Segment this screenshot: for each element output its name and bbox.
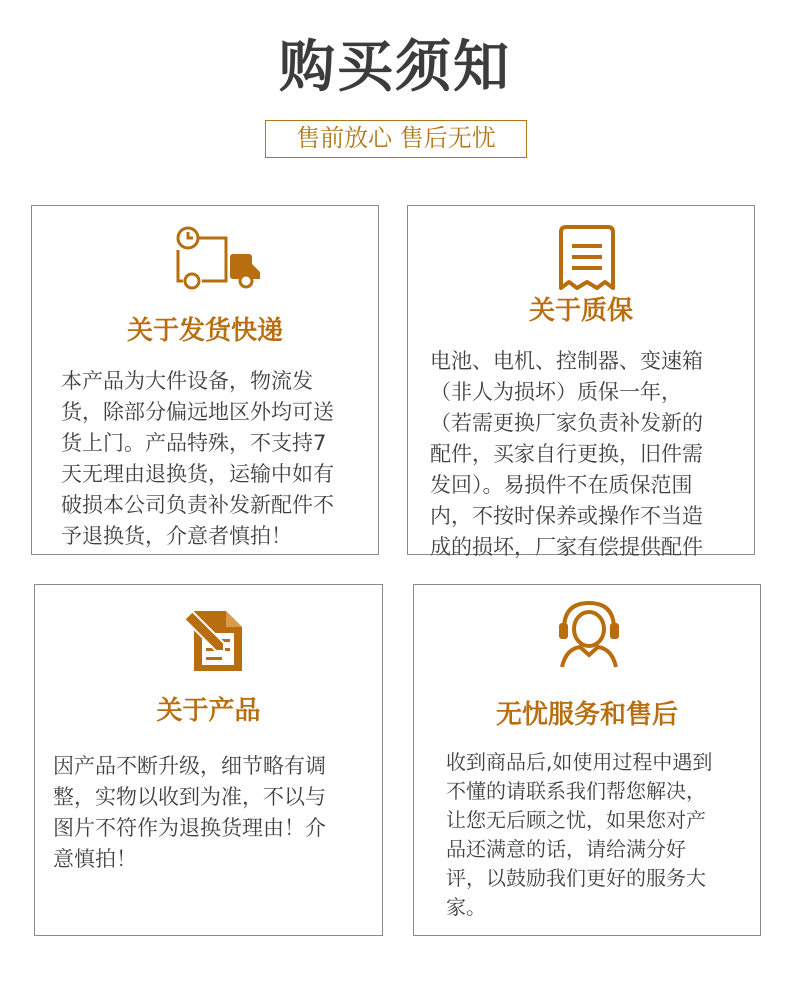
card-shipping [31, 205, 379, 555]
card-title: 关于发货快递 [126, 316, 283, 346]
card-title: 关于质保 [528, 296, 633, 326]
card-body: 电池、电机、控制器、变速箱 （非人为损坏）质保一年， （若需更换厂家负责补发新的 配件，买家自行更换，旧件需 发回）。易损件不在质保范围 内，不按时保养或操作不当造 成的损坏，厂家有偿提供配件 [430, 349, 703, 559]
card-product [34, 584, 383, 936]
card-warranty [407, 205, 755, 559]
card-title: 无忧服务和售后 [495, 700, 678, 730]
card-body: 本产品为大件设备，物流发 货，除部分偏远地区外均可送 货上门。产品特殊，不支持7 天无理由退换货，运输中如有 破损本公司负责补发新配件不 予退换货，介意者慎拍！ [61, 369, 334, 548]
page-title: 购买须知 [279, 35, 511, 100]
card-body: 因产品不断升级，细节略有调 整，实物以收到为准，不以与 图片不符作为退换货理由！介 意慎拍！ [53, 754, 326, 871]
page-subtitle: 售前放心 售后无忧 [265, 120, 527, 158]
headset-support-icon [554, 595, 624, 675]
document-pencil-icon [180, 605, 250, 679]
delivery-truck-clock-icon [174, 226, 264, 294]
card-service [413, 584, 761, 936]
card-title: 关于产品 [156, 696, 261, 726]
warranty-receipt-icon [555, 224, 619, 298]
card-body: 收到商品后,如使用过程中遇到 不懂的请联系我们帮您解决， 让您无后顾之忧，如果您对产 品还满意的话，请给满分好 评，以鼓励我们更好的服务大 家。 [446, 750, 713, 919]
